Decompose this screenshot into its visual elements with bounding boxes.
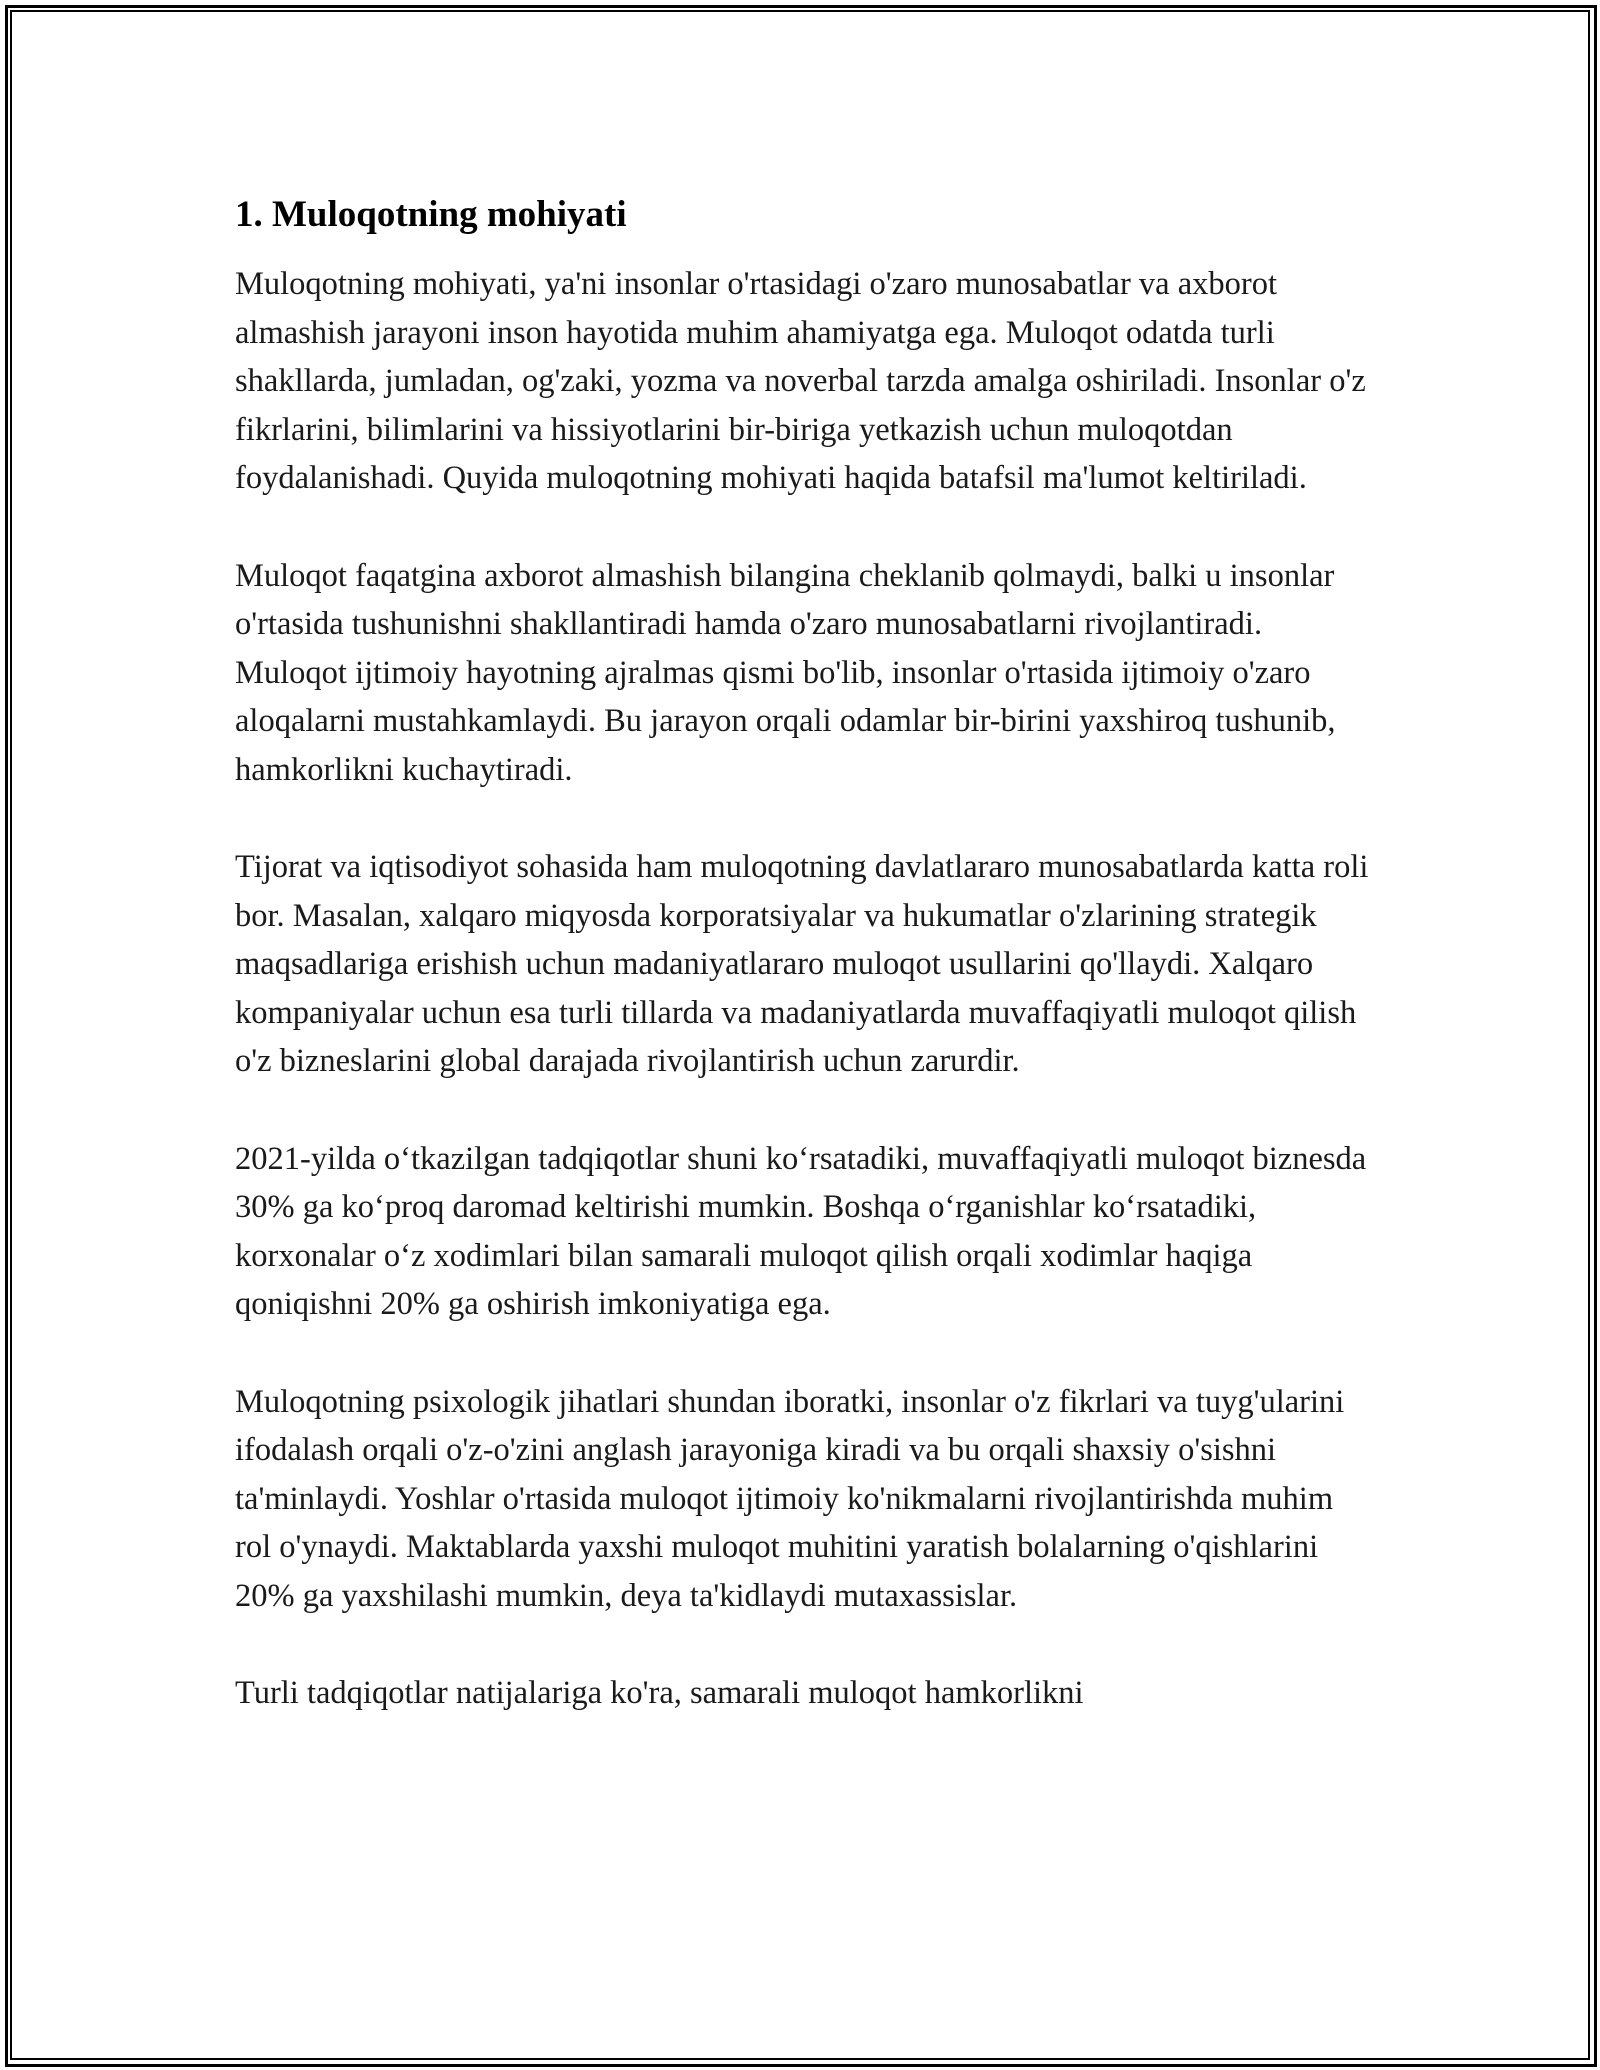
paragraph-1: Muloqotning mohiyati, ya'ni insonlar o'rtasidagi o'zaro munosabatlar va axborot almashish jarayoni inson hayotida muhim ahamiyatga ega. Muloqot odatda turli shakllarda, jumladan, og'zaki, yozma va noverbal tarzda amalga oshiriladi. Insonlar o'z fikrlarini, bilimlarini va hissiyotlarini bir-biriga yetkazish uchun muloqotdan foydalanishadi. Quyida muloqotning mohiyati haqida batafsil ma'lumot keltiriladi. [235, 266, 1366, 496]
paragraph-2: Muloqot faqatgina axborot almashish bilangina cheklanib qolmaydi, balki u insonlar o'rtasida tushunishni shakllantiradi hamda o'zaro munosabatlarni rivojlantiradi. Muloqot ijtimoiy hayotning ajralmas qismi bo'lib, insonlar o'rtasida ijtimoiy o'zaro aloqalarni mustahkamlaydi. Bu jarayon orqali odamlar bir-birini yaxshiroq tushunib, hamkorlikni kuchaytiradi. [235, 557, 1336, 788]
paragraph-4: 2021-yilda oʻtkazilgan tadqiqotlar shuni koʻrsatadiki, muvaffaqiyatli muloqot biznesda 30% ga koʻproq daromad keltirishi mumkin. Boshqa oʻrganishlar koʻrsatadiki, korxonalar oʻz xodimlari bilan samarali muloqot qilish orqali xodimlar haqiga qoniqishni 20% ga oshirish imkoniyatiga ega. [235, 1140, 1367, 1322]
paragraph-5: Muloqotning psixologik jihatlari shundan iboratki, insonlar o'z fikrlari va tuyg'ularini ifodalash orqali o'z-o'zini anglash jarayoniga kiradi va bu orqali shaxsiy o'sishni ta'minlaydi. Yoshlar o'rtasida muloqot ijtimoiy ko'nikmalarni rivojlantirishda muhim rol o'ynaydi. Maktablarda yaxshi muloqot muhitini yaratish bolalarning o'qishlarini 20% ga yaxshilashi mumkin, deya ta'kidlaydi mutaxassislar. [235, 1383, 1345, 1614]
paragraph-6: Turli tadqiqotlar natijalariga ko'ra, samarali muloqot hamkorlikni [235, 1675, 1084, 1711]
section-heading: 1. Muloqotning mohiyati [235, 194, 627, 235]
paragraph-3: Tijorat va iqtisodiyot sohasida ham muloqotning davlatlararo munosabatlarda katta roli bor. Masalan, xalqaro miqyosda korporatsiyalar va hukumatlar o'zlarining strategik maqsadlariga erishish uchun madaniyatlararo muloqot usullarini qo'llaydi. Xalqaro kompaniyalar uchun esa turli tillarda va madaniyatlarda muvaffaqiyatli muloqot qilish o'z bizneslarini global darajada rivojlantirish uchun zarurdir. [235, 849, 1369, 1079]
document-body [235, 185, 1375, 1767]
